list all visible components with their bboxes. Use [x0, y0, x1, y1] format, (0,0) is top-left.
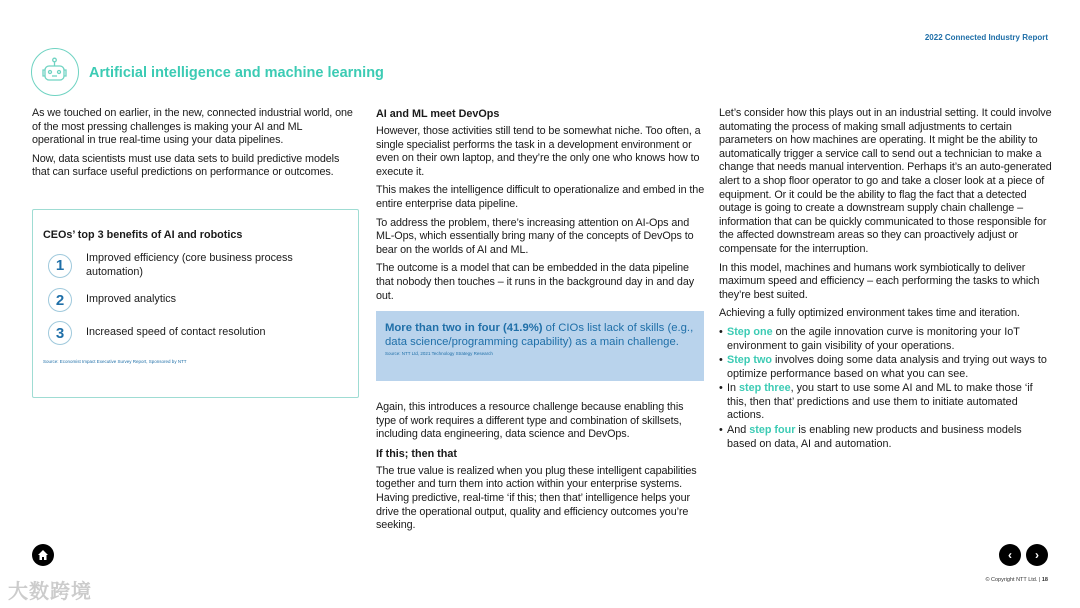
skills-section: [376, 401, 706, 538]
chevron-left-icon: ‹: [1008, 548, 1012, 562]
text: And: [727, 424, 750, 437]
list-item: [719, 382, 1054, 423]
callout-text: of CIOs list lack of skills (e.g., data science/programming capability) as a main challenge.: [385, 322, 694, 348]
benefit-item: [43, 321, 348, 345]
industrial-column: [719, 107, 1054, 452]
source-note: Source: NTT Ltd, 2021 Technology Strategy Research: [385, 351, 493, 356]
next-page-button[interactable]: [1026, 544, 1048, 566]
text: involves doing some data analysis and trying out ways to optimize performance based on what you can see.: [727, 354, 1047, 380]
steps-list: [719, 326, 1054, 451]
paragraph: The outcome is a model that can be embedded in the data pipeline that nobody then touches – it runs in the background day in and day out.: [376, 262, 695, 302]
text: is enabling new products and business models based on data, AI and automation.: [727, 424, 1022, 450]
paragraph: Let’s consider how this plays out in an industrial setting. It could involve automating the process of making small adjustments to certain parameters on how machines are operating. It might be the ability to automatically trigger a service call to send out a technician to make a change that needs manual intervention. Perhaps it’s an auto-generated alert to a shop floor operator to go and take a closer look at a piece of equipment. Or it could be the ability to flag the fact that a detected outage is going to create a downstream supply chain challenge – information that can be quickly communicated to those responsible for the affected downstream areas so they can proactively adjust or compensate for the interruption.: [719, 107, 1052, 255]
paragraph: In this model, machines and humans work symbiotically to deliver maximum speed and efficiency – each performing the tasks to which they’re best suited.: [719, 261, 1040, 301]
intro-column: [32, 107, 357, 185]
paragraph: To address the problem, there’s increasing attention on AI-Ops and ML-Ops, which essentially bring many of the concepts of DevOps to bear on the worlds of AI and ML.: [376, 216, 694, 256]
chevron-right-icon: ›: [1035, 548, 1039, 562]
benefit-text: Increased speed of contact resolution: [86, 326, 266, 339]
report-title: 2022 Connected Industry Report: [924, 33, 1048, 42]
page-number: 18: [1041, 577, 1048, 583]
benefits-box: [32, 209, 359, 398]
source-note: Source: Economist Impact Executive Survey Report, Sponsored by NTT: [43, 359, 187, 365]
benefits-title: CEOs’ top 3 benefits of AI and robotics: [43, 229, 243, 241]
list-item: [719, 326, 1054, 353]
home-button[interactable]: [32, 544, 54, 566]
watermark: [8, 575, 92, 604]
paragraph: Achieving a fully optimized environment takes time and iteration.: [719, 307, 1020, 320]
number-badge: 3: [48, 321, 72, 345]
paragraph: The true value is realized when you plug these intelligent capabilities together and turn them into action within your enterprise systems. Having predictive, real-time ‘if this; then that’ intelligence helps your drive the operational output, quality and efficiency outcomes you’re seeking.: [376, 464, 697, 532]
paragraph: However, those activities still tend to be somewhat niche. Too often, a single specialist performs the task in a development environment or even on their own laptop, and they’re the only one who knows how to execute it.: [376, 125, 701, 178]
section-title: Artificial intelligence and machine learning: [89, 65, 384, 81]
step-highlight: step four: [749, 424, 796, 437]
devops-column: [376, 107, 706, 308]
paragraph: Now, data scientists must use data sets to build predictive models that can surface useful predictions on performance or outcomes.: [32, 152, 340, 179]
heading: AI and ML meet DevOps: [376, 108, 500, 120]
number-badge: 1: [48, 254, 72, 278]
number-badge: 2: [48, 288, 72, 312]
text: , you start to use some AI and ML to make those ‘if this, then that’ predictions and use them to initiate automated actions.: [727, 382, 1033, 422]
heading: If this; then that: [376, 447, 457, 460]
paragraph: Again, this introduces a resource challenge because enabling this type of work requires a different type and combination of skillsets, including data engineering, data science and DevOps.: [376, 401, 684, 441]
benefit-text: Improved analytics: [86, 293, 177, 306]
paragraph: This makes the intelligence difficult to operationalize and embed in the entire enterprise data pipeline.: [376, 184, 705, 210]
step-highlight: Step one: [727, 325, 773, 338]
text: on the agile innovation curve is monitoring your IoT environment to gain visibility of your operations.: [727, 325, 1020, 352]
callout-highlight: More than two in four (41.9%): [385, 322, 543, 334]
benefit-item: [43, 252, 348, 279]
benefit-item: [43, 288, 348, 312]
paragraph: As we touched on earlier, in the new, connected industrial world, one of the most pressing challenges is making your AI and ML operational in true real-time using your data pipelines.: [32, 107, 353, 147]
list-item: [719, 424, 1054, 451]
copyright: [985, 577, 1048, 583]
step-highlight: step three: [739, 382, 791, 395]
copyright-text: © Copyright NTT Ltd. |: [985, 577, 1042, 583]
watermark-text: 大数跨境: [8, 581, 92, 603]
robot-icon: [31, 48, 79, 96]
stat-callout: [376, 311, 704, 381]
benefit-text: Improved efficiency (core business process automation): [86, 252, 293, 278]
prev-page-button[interactable]: [999, 544, 1021, 566]
home-icon: [37, 549, 49, 561]
step-highlight: Step two: [727, 354, 772, 367]
list-item: [719, 354, 1054, 381]
text: In: [727, 382, 740, 395]
